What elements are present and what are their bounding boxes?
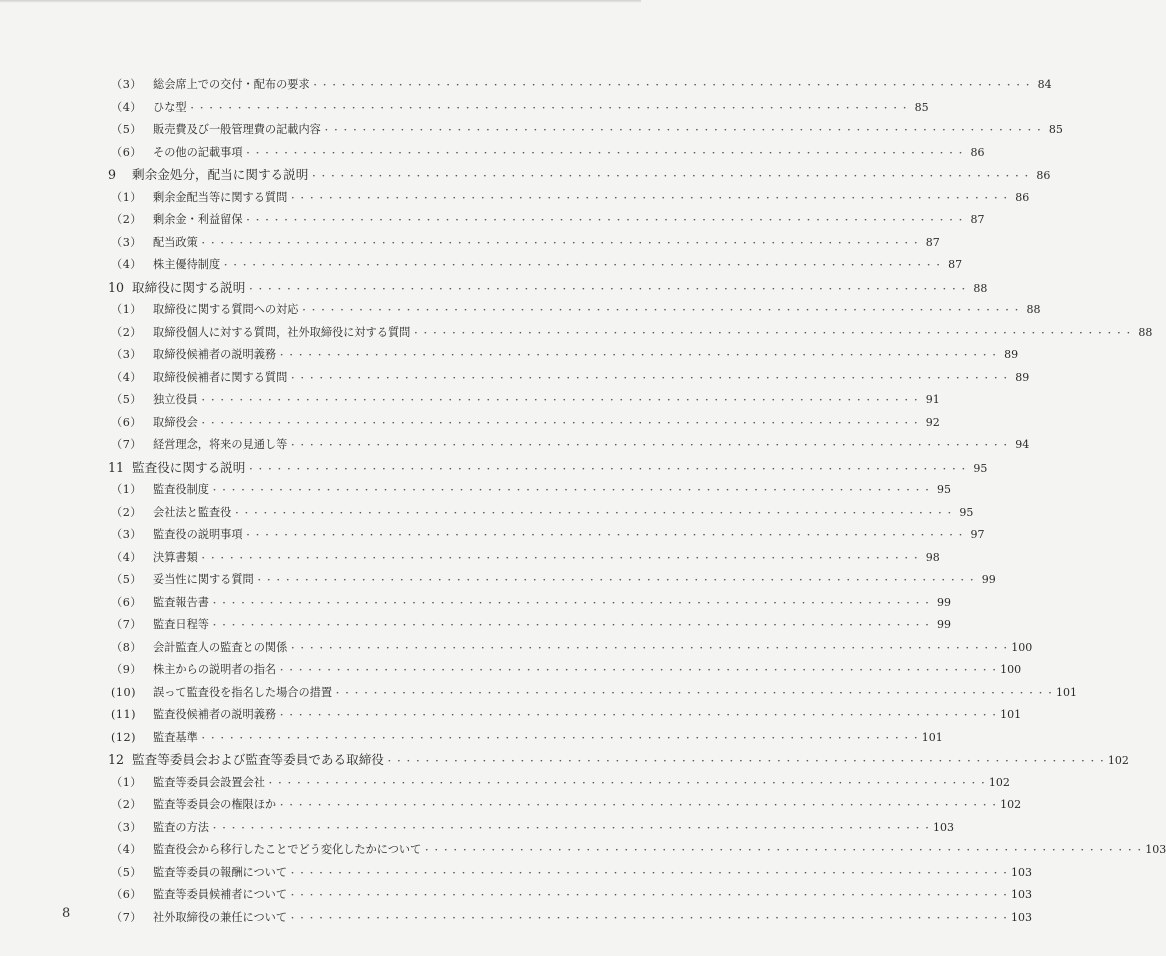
toc-entry-number: （1） (111, 190, 142, 204)
toc-entry (108, 254, 963, 277)
toc-entry-title: 剰余金配当等に関する質問 (153, 190, 288, 204)
toc-entry (108, 209, 985, 232)
toc-entry-page: 103 (1011, 865, 1033, 879)
toc-entry-title: 独立役員 (153, 393, 198, 406)
toc-entry-number: （6） (111, 145, 142, 159)
page-number: 8 (62, 906, 71, 921)
toc-entry (108, 704, 1022, 727)
toc-entry-page: 86 (1036, 169, 1051, 182)
toc-entry-page: 103 (932, 820, 954, 834)
toc-entry (108, 367, 1030, 390)
toc-entry (108, 682, 1078, 705)
dot-leader (221, 255, 943, 278)
toc-entry-page: 89 (1004, 348, 1019, 361)
toc-entry-title: 取締役候補者に関する質問 (153, 370, 288, 384)
toc-entry-title: 監査等委員会および監査等委員である取締役 (132, 752, 384, 767)
toc-entry-title: ひな型 (153, 100, 187, 114)
dot-leader (277, 345, 999, 368)
toc-entry-number: （6） (111, 595, 142, 609)
toc-entry-title: 監査報告書 (153, 595, 209, 609)
toc-entry (108, 322, 1153, 345)
dot-leader (288, 368, 1010, 391)
toc-entry-page: 85 (914, 100, 929, 114)
toc-entry-title: 監査日程等 (153, 618, 209, 631)
toc-entry-page: 95 (959, 505, 974, 519)
toc-entry (108, 772, 1010, 795)
toc-entry-title: 誤って監査役を指名した場合の措置 (153, 685, 333, 699)
toc-entry-page: 102 (1107, 754, 1129, 767)
dot-leader (244, 143, 966, 166)
toc-entry-title: 社外取締役の兼任について (153, 910, 288, 924)
toc-entry (108, 637, 1033, 660)
dot-leader (288, 885, 1010, 908)
toc-entry-title: 総会席上での交付・配布の要求 (153, 78, 310, 91)
dot-leader (411, 323, 1133, 346)
toc-entry (108, 119, 1063, 142)
toc-entry-title: 妥当性に関する質問 (153, 573, 254, 586)
table-of-contents (108, 74, 1166, 929)
dot-leader (277, 705, 999, 728)
dot-leader (385, 751, 1107, 774)
toc-entry (108, 74, 1052, 97)
toc-entry-page: 92 (925, 415, 940, 429)
dot-leader (199, 728, 921, 751)
toc-entry-number: （7） (111, 438, 142, 451)
toc-entry-page: 84 (1037, 78, 1052, 91)
toc-entry-title: 取締役個人に対する質問，社外取締役に対する質問 (153, 325, 411, 339)
toc-entry-number: 9 (108, 167, 117, 182)
toc-entry-number: （2） (111, 798, 142, 811)
toc-entry-page: 86 (1015, 190, 1030, 204)
dot-leader (288, 908, 1010, 931)
toc-entry (108, 187, 1030, 210)
toc-entry-title: 経営理念，将来の見通し等 (153, 438, 288, 451)
toc-entry-page: 94 (1015, 438, 1030, 451)
toc-entry-number: （3） (111, 820, 142, 834)
toc-entry (108, 389, 940, 412)
toc-entry-number: （2） (111, 505, 142, 519)
toc-entry-page: 86 (970, 145, 985, 159)
toc-entry-page: 98 (925, 550, 940, 564)
dot-leader (288, 638, 1010, 661)
toc-entry-title: 会計監査人の監査との関係 (153, 640, 288, 654)
dot-leader (311, 75, 1033, 98)
toc-entry-page: 99 (936, 595, 951, 609)
toc-entry-title: 取締役会 (153, 415, 198, 429)
toc-entry (108, 232, 940, 255)
toc-entry-number: （1） (111, 775, 142, 789)
dot-leader (199, 548, 921, 571)
toc-entry (108, 299, 1041, 322)
dot-leader (333, 683, 1055, 706)
dot-leader (322, 120, 1044, 143)
toc-entry-page: 88 (1138, 325, 1153, 339)
toc-entry-title: 剰余金・利益留保 (153, 213, 243, 226)
toc-entry-page: 88 (973, 281, 988, 295)
toc-entry-page: 87 (970, 213, 985, 226)
toc-entry (108, 547, 940, 570)
toc-entry-number: （8） (111, 640, 142, 654)
toc-section (108, 164, 1051, 187)
toc-entry (108, 862, 1033, 885)
toc-section (108, 457, 988, 480)
toc-entry-number: （4） (111, 550, 142, 564)
dot-leader (232, 503, 954, 526)
toc-entry-number: （4） (111, 370, 142, 384)
toc-entry-number: （5） (111, 123, 142, 136)
toc-entry-number: 11 (108, 459, 125, 475)
toc-entry-number: (10) (111, 685, 136, 699)
dot-leader (210, 818, 932, 841)
dot-leader (246, 279, 968, 302)
dot-leader (210, 480, 932, 503)
toc-entry-number: （6） (111, 415, 142, 429)
toc-entry (108, 412, 940, 435)
dot-leader (188, 98, 910, 121)
dot-leader (277, 660, 999, 683)
dot-leader (299, 300, 1021, 323)
toc-entry-number: （4） (111, 258, 142, 271)
toc-entry-page: 103 (1145, 843, 1166, 856)
toc-entry-number: （5） (111, 865, 142, 879)
toc-entry-title: 監査等委員の報酬について (153, 865, 288, 879)
dot-leader (244, 525, 966, 548)
toc-entry (108, 817, 954, 840)
dot-leader (210, 593, 932, 616)
toc-entry-number: （6） (111, 888, 142, 901)
dot-leader (277, 795, 999, 818)
toc-entry-number: （3） (111, 348, 142, 361)
toc-entry-title: 取締役に関する質問への対応 (153, 303, 299, 316)
toc-entry-title: 監査等委員会の権限ほか (153, 798, 277, 811)
toc-entry-title: 監査役会から移行したことでどう変化したかについて (153, 843, 422, 856)
toc-entry-page: 97 (970, 528, 985, 541)
toc-entry-number: （3） (111, 78, 142, 91)
toc-entry-page: 101 (1000, 708, 1022, 721)
toc-entry (108, 839, 1166, 862)
toc-entry-title: 監査等委員会設置会社 (153, 775, 265, 789)
dot-leader (288, 863, 1010, 886)
toc-entry-page: 85 (1048, 123, 1063, 136)
toc-entry-title: 販売費及び一般管理費の記載内容 (153, 123, 321, 136)
toc-entry-number: (12) (111, 730, 136, 744)
dot-leader (266, 773, 988, 796)
toc-entry-title: 決算書類 (153, 550, 198, 564)
dot-leader (288, 188, 1010, 211)
dot-leader (288, 435, 1010, 458)
toc-entry-title: 監査基準 (153, 730, 198, 744)
toc-entry-number: （2） (111, 213, 142, 226)
dot-leader (199, 233, 921, 256)
toc-entry-number: （7） (111, 910, 142, 924)
dot-leader (199, 413, 921, 436)
toc-entry-title: 剰余金処分，配当に関する説明 (132, 167, 309, 182)
toc-entry-number: （4） (111, 843, 142, 856)
dot-leader (309, 166, 1031, 189)
toc-entry-title: 監査の方法 (153, 820, 209, 834)
toc-entry (108, 727, 943, 750)
toc-entry-title: 監査役の説明事項 (153, 528, 243, 541)
dot-leader (210, 615, 932, 638)
toc-entry (108, 524, 985, 547)
toc-entry-number: （7） (111, 618, 142, 631)
toc-entry-number: （5） (111, 393, 142, 406)
toc-entry-number: 12 (108, 752, 125, 767)
toc-entry-title: 監査役制度 (153, 483, 209, 496)
toc-entry-page: 88 (1026, 303, 1041, 316)
toc-entry-number: （3） (111, 235, 142, 249)
toc-entry-title: 取締役候補者の説明義務 (153, 348, 277, 361)
dot-leader (244, 210, 966, 233)
toc-section (108, 277, 988, 300)
toc-entry-title: 株主からの説明者の指名 (153, 663, 277, 676)
toc-entry (108, 614, 951, 637)
toc-entry (108, 569, 996, 592)
toc-entry (108, 592, 951, 615)
toc-entry (108, 794, 1022, 817)
toc-entry-number: （4） (111, 100, 142, 114)
toc-entry-page: 87 (948, 258, 963, 271)
toc-entry (108, 142, 985, 165)
toc-entry-page: 91 (925, 393, 940, 406)
toc-entry (108, 97, 929, 120)
toc-entry (108, 884, 1033, 907)
toc-entry-page: 103 (1011, 910, 1033, 924)
toc-entry-title: 配当政策 (153, 235, 198, 249)
dot-leader (246, 459, 968, 482)
toc-entry-number: （3） (111, 528, 142, 541)
toc-entry-page: 102 (988, 775, 1010, 789)
dot-leader (255, 570, 977, 593)
toc-entry-page: 99 (936, 618, 951, 631)
toc-entry-number: （5） (111, 573, 142, 586)
toc-entry (108, 502, 974, 525)
toc-entry (108, 907, 1033, 930)
toc-entry-title: 監査役候補者の説明義務 (153, 708, 277, 721)
toc-entry-title: 監査役に関する説明 (132, 459, 246, 475)
toc-entry-number: （9） (111, 663, 142, 676)
toc-entry (108, 344, 1019, 367)
toc-entry-page: 103 (1011, 888, 1033, 901)
toc-entry (108, 659, 1022, 682)
toc-entry-title: 監査等委員候補者について (153, 888, 288, 901)
toc-entry-title: 会社法と監査役 (153, 505, 232, 519)
toc-entry-page: 101 (1056, 685, 1078, 699)
toc-entry (108, 434, 1030, 457)
toc-entry-number: (11) (111, 708, 136, 721)
dot-leader (199, 390, 921, 413)
dot-leader (422, 840, 1144, 863)
toc-entry-title: 取締役に関する説明 (132, 279, 246, 295)
toc-section (108, 749, 1129, 772)
page-top-edge (0, 0, 641, 3)
toc-entry-page: 89 (1015, 370, 1030, 384)
toc-entry-page: 102 (1000, 798, 1022, 811)
toc-entry-number: （2） (111, 325, 142, 339)
toc-entry-page: 95 (973, 461, 988, 475)
toc-entry-page: 101 (921, 730, 943, 744)
toc-entry-number: （1） (111, 303, 142, 316)
toc-entry-page: 95 (936, 483, 951, 496)
toc-entry-page: 100 (1011, 640, 1033, 654)
toc-entry-page: 100 (1000, 663, 1022, 676)
toc-entry-page: 99 (981, 573, 996, 586)
toc-entry-title: その他の記載事項 (153, 145, 243, 159)
toc-entry (108, 479, 951, 502)
toc-entry-number: （1） (111, 483, 142, 496)
toc-entry-number: 10 (108, 279, 125, 295)
toc-entry-page: 87 (925, 235, 940, 249)
toc-entry-title: 株主優待制度 (153, 258, 221, 271)
